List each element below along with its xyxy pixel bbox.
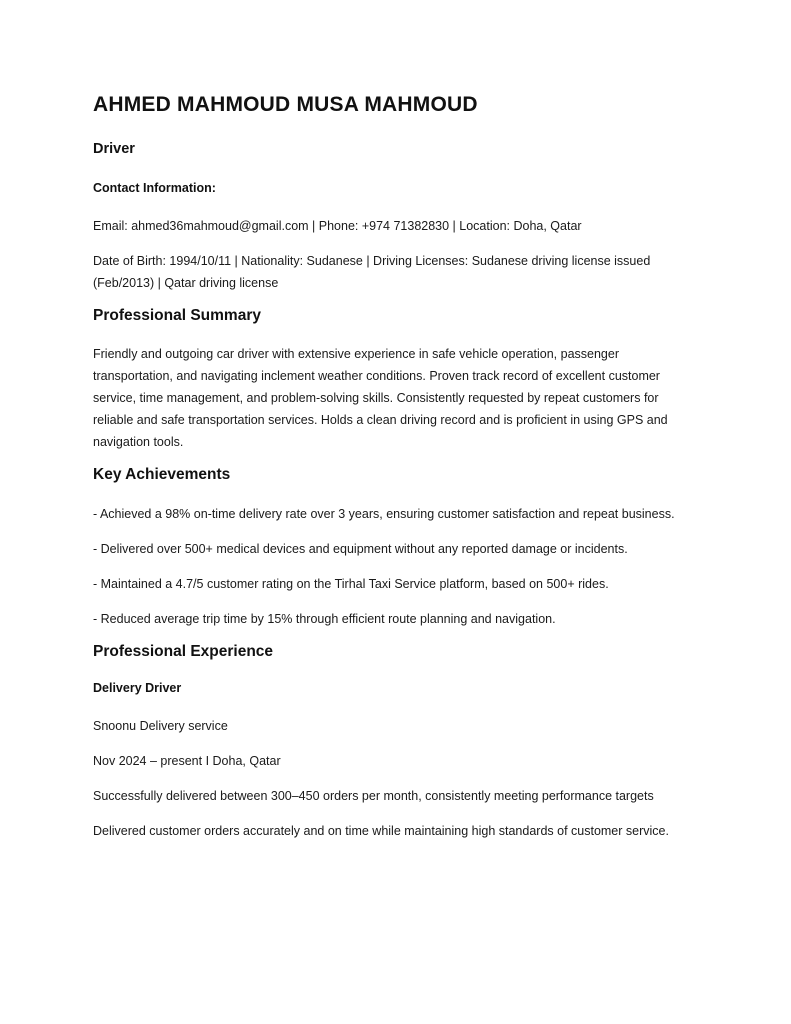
summary-heading: Professional Summary bbox=[93, 306, 261, 324]
contact-heading: Contact Information: bbox=[93, 180, 216, 195]
contact-line-dob-nationality-licenses: Date of Birth: 1994/10/11 | Nationality: Sudanese | Driving Licenses: Sudanese driving license issued (Feb/2013) | Qatar driving license bbox=[93, 253, 651, 290]
achievement-item: - Reduced average trip time by 15% through efficient route planning and navigation. bbox=[93, 611, 556, 626]
experience-company: Snoonu Delivery service bbox=[93, 718, 228, 733]
experience-bullet: Successfully delivered between 300–450 orders per month, consistently meeting performance targets bbox=[93, 788, 654, 803]
contact-line-email-phone-location: Email: ahmed36mahmoud@gmail.com | Phone: +974 71382830 | Location: Doha, Qatar bbox=[93, 218, 582, 233]
achievement-item: - Achieved a 98% on-time delivery rate over 3 years, ensuring customer satisfaction and repeat business. bbox=[93, 506, 675, 521]
experience-dates-location: Nov 2024 – present I Doha, Qatar bbox=[93, 753, 281, 768]
achievements-heading: Key Achievements bbox=[93, 466, 231, 484]
achievement-item: - Maintained a 4.7/5 customer rating on the Tirhal Taxi Service platform, based on 500+ rides. bbox=[93, 576, 609, 591]
job-title: Driver bbox=[93, 141, 135, 158]
summary-text: Friendly and outgoing car driver with extensive experience in safe vehicle operation, passenger transportation, and navigating inclement weather conditions. Proven track record of excellent customer service, time management, and problem-solving skills. Consistently requested by repeat customers for reliable and safe transportation services. Holds a clean driving record and is proficient in using GPS and navigation tools. bbox=[93, 347, 668, 450]
experience-bullet: Delivered customer orders accurately and on time while maintaining high standards of customer service. bbox=[93, 823, 669, 838]
experience-heading: Professional Experience bbox=[93, 642, 274, 660]
candidate-name: AHMED MAHMOUD MUSA MAHMOUD bbox=[93, 93, 478, 116]
experience-role: Delivery Driver bbox=[93, 680, 182, 695]
achievement-item: - Delivered over 500+ medical devices and equipment without any reported damage or incidents. bbox=[93, 541, 628, 556]
